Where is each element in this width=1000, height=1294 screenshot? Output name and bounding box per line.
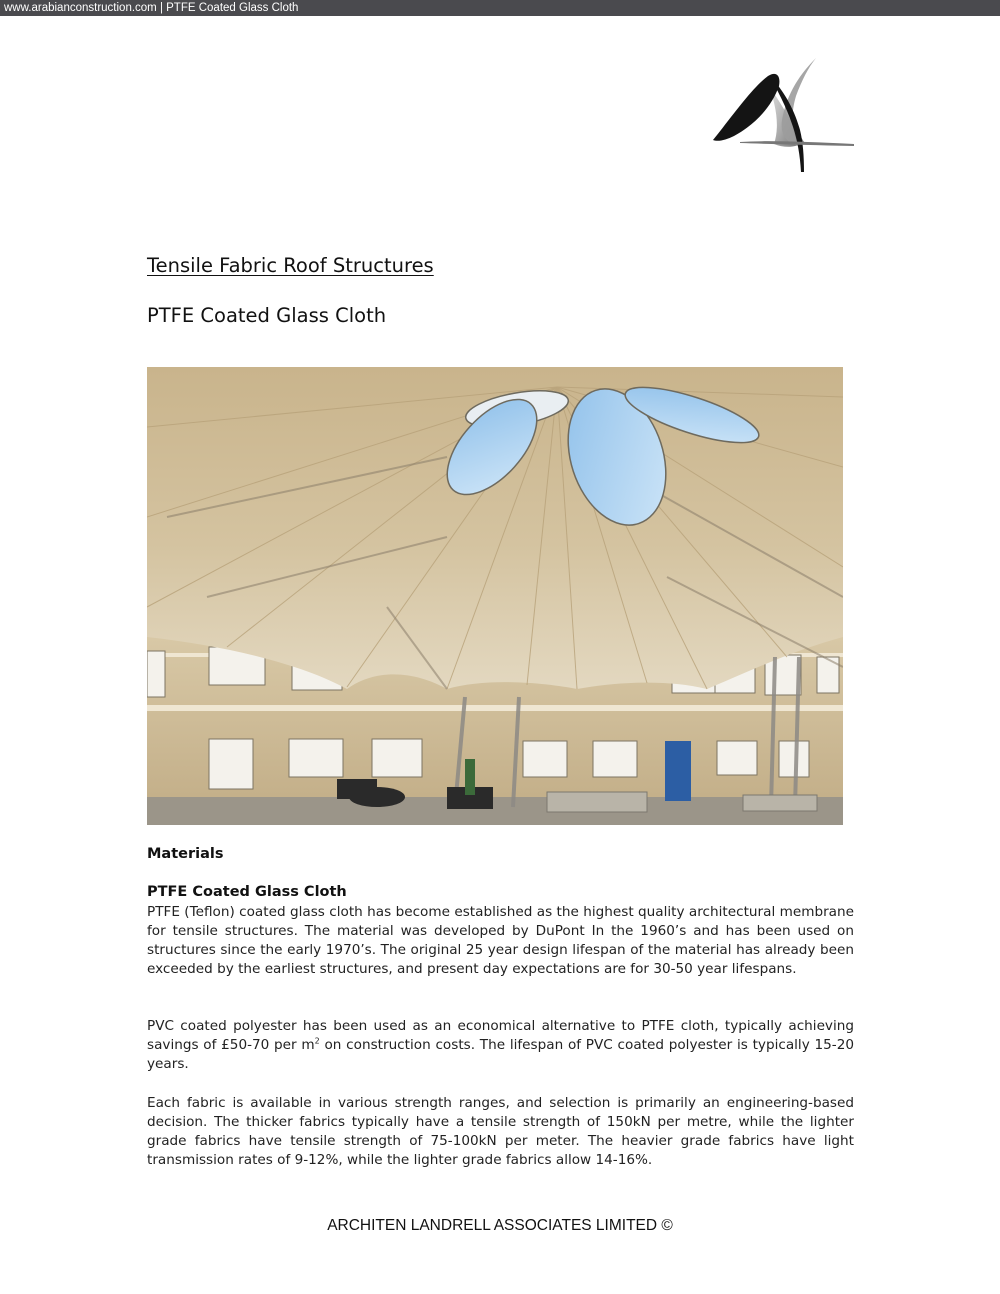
top-bar (0, 0, 1000, 16)
paragraph-strength: Each fabric is available in various strength ranges, and selection is primarily an engineering-based decision. The thicker fabrics typically have a tensile strength of 150kN per metre, while the lighter grade fabrics have tensile strength of 75-100kN per meter. The heavier grade fabrics have light transmission rates of 9-12%, while the lighter grade fabrics allow 14-16%. (147, 1095, 854, 1168)
squared-superscript: 2 (314, 1036, 320, 1046)
paragraph-pvc (147, 1017, 854, 1074)
materials-heading: Materials (147, 846, 224, 862)
footer-copyright: ARCHITEN LANDRELL ASSOCIATES LIMITED © (327, 1217, 673, 1234)
paragraph-pvc-part1: PVC coated polyester has been used as an economical alternative to PTFE cloth, typically achieving savings of £50-70 per m (147, 1018, 854, 1053)
page-title: Tensile Fabric Roof Structures (147, 254, 434, 277)
architen-logo-icon (708, 56, 858, 178)
top-bar-text: www.arabianconstruction.com | PTFE Coated Glass Cloth (4, 2, 299, 14)
paragraph-pvc-part2: on construction costs. The lifespan of PVC coated polyester is typically 15-20 years. (147, 1037, 854, 1072)
ptfe-subheading: PTFE Coated Glass Cloth (147, 884, 347, 900)
tensile-canopy-photo (147, 367, 843, 825)
page-subtitle: PTFE Coated Glass Cloth (147, 304, 387, 327)
paragraph-ptfe: PTFE (Teflon) coated glass cloth has become established as the highest quality architectural membrane for tensile structures. The material was developed by DuPont In the 1960’s and has been used on structures since the early 1970’s. The original 25 year design lifespan of the material has already been exceeded by the earliest structures, and present day expectations are for 30-50 year lifespans. (147, 904, 854, 977)
